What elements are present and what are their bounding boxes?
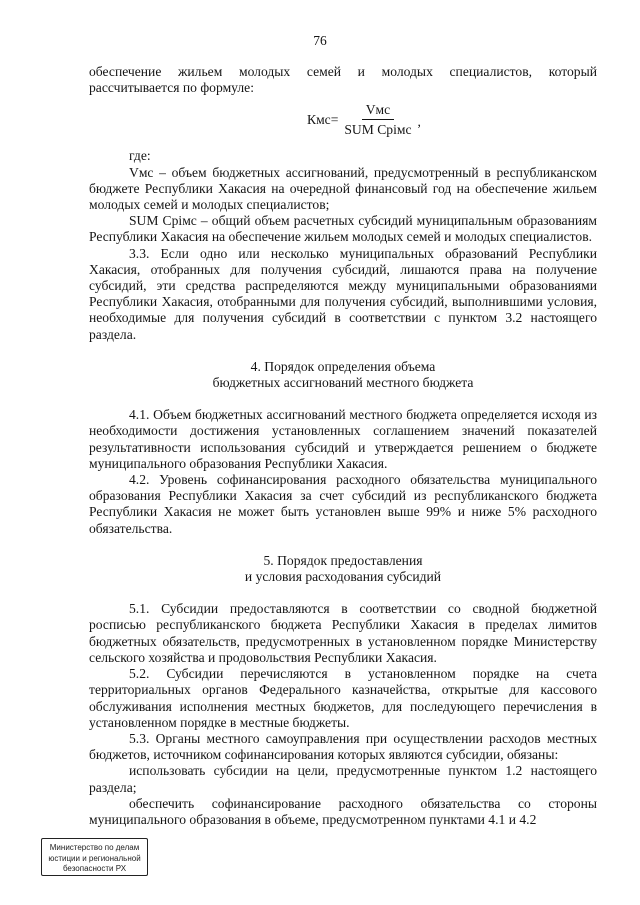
where-label: где: [129, 148, 151, 164]
stamp-line-2: юстиции и региональной [48, 853, 141, 863]
formula [307, 100, 597, 140]
page-number: 76 [313, 33, 327, 48]
definition-vms: Vмс – объем бюджетных ассигнований, предусмотренный в республиканском бюджете Республики Хакасия на очередной финансовый год на обеспечение жильем молодых семей и молодых специалистов; [89, 164, 597, 213]
section-5-heading-line2: и условия расходования субсидий [244, 569, 442, 585]
ministry-stamp [41, 838, 148, 876]
section-4-heading-line2: бюджетных ассигнований местного бюджета [212, 375, 474, 391]
section-5-heading-line1: 5. Порядок предоставления [263, 552, 423, 568]
obligation-cofinance: обеспечить софинансирование расходного обязательства со стороны муниципального образования в объеме, предусмотренном пунктами 4.1 и 4.2 [89, 795, 597, 827]
document-body [89, 64, 597, 828]
paragraph-4-1: 4.1. Объем бюджетных ассигнований местного бюджета определяется исходя из необходимости достижения установленных соглашением значений показателей результативности использования субсидий и утверждается решением о бюджете муниципального образования Республики Хакасия. [89, 407, 597, 471]
paragraph-4-2: 4.2. Уровень софинансирования расходного обязательства муниципального образования Республики Хакасия за счет субсидий из республиканского бюджета Республики Хакасия не может быть установлен выше 99% и ниже 5% расходного обязательства. [89, 472, 597, 536]
section-4-heading-line1: 4. Порядок определения объема [250, 358, 436, 374]
paragraph-5-1: 5.1. Субсидии предоставляются в соответствии со сводной бюджетной росписью республиканского бюджета Республики Хакасия в пределах лимитов бюджетных обязательств, предусмотренных в установленном порядке Министерству сельского хозяйства и продовольствия Республики Хакасия. [89, 601, 597, 665]
definition-sum: SUM Cpімс – общий объем расчетных субсидий муниципальным образованиям Республики Хакасия на обеспечение жильем молодых семей и молодых специалистов. [89, 213, 597, 245]
formula-fraction [340, 102, 415, 138]
formula-numerator: Vмс [362, 102, 394, 120]
intro-paragraph: обеспечение жильем молодых семей и молодых специалистов, который рассчитывается по формуле: [89, 64, 597, 96]
formula-lhs: Кмс= [307, 112, 339, 128]
paragraph-3-3: 3.3. Если одно или несколько муниципальных образований Республики Хакасия, отобранных для получения субсидий, лишаются права на получение субсидий, эти средства распределяются между муниципальными образованиями Республики Хакасия, отобранными для получения субсидий, выполнившими условия, необходимые для получения субсидий в соответствии с пунктом 3.2 настоящего раздела. [89, 245, 597, 342]
obligation-use: использовать субсидии на цели, предусмотренные пунктом 1.2 настоящего раздела; [89, 763, 597, 795]
stamp-line-1: Министерство по делам [49, 843, 140, 852]
stamp-line-3: безопасности РХ [62, 864, 127, 873]
formula-denominator: SUM Cpімс [344, 122, 412, 138]
formula-tail: , [417, 114, 421, 130]
paragraph-5-2: 5.2. Субсидии перечисляются в установленном порядке на счета территориальных органов Федерального казначейства, открытые для кассового обслуживания исполнения местных бюджетов, для последующего перечисления в установленном порядке в местные бюджеты. [89, 666, 597, 730]
paragraph-5-3: 5.3. Органы местного самоуправления при осуществлении расходов местных бюджетов, источником софинансирования которых являются субсидии, обязаны: [89, 730, 597, 763]
